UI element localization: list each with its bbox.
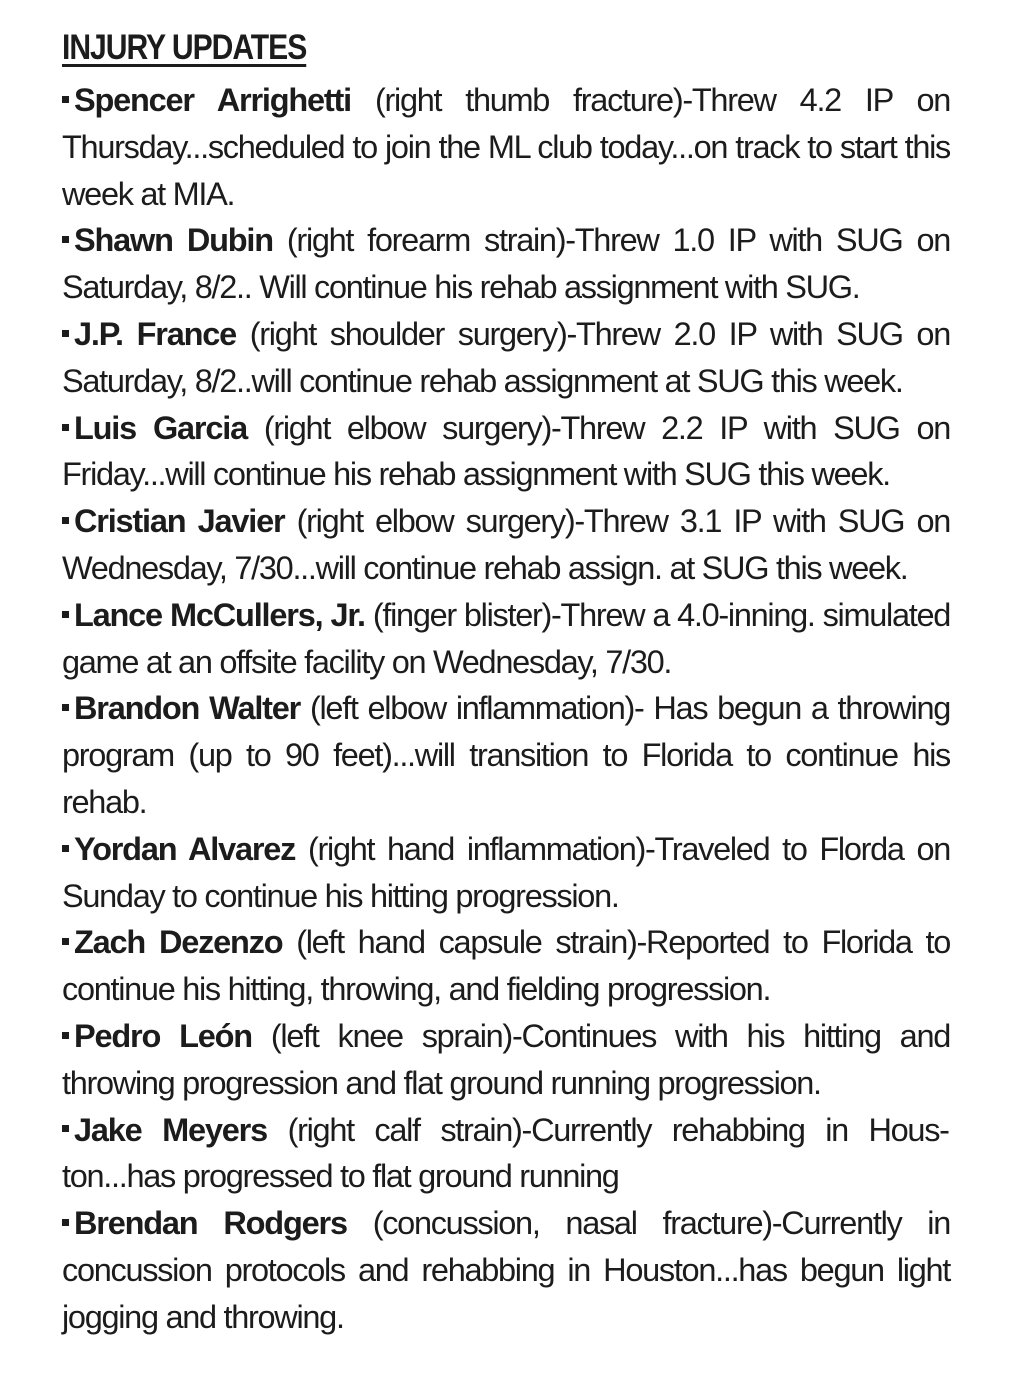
- injury-detail: (right elbow surgery)-Threw 3.1 IP with SUG on Wednesday, 7/30...will continue rehab assign. at SUG this week.: [62, 503, 951, 586]
- list-item: [62, 217, 950, 311]
- bullet-icon: [62, 938, 69, 945]
- bullet-icon: [62, 704, 69, 711]
- injury-detail: (left elbow inflammation)- Has begun a throwing program (up to 90 feet)...will transition to Florida to continue his rehab.: [62, 690, 950, 820]
- injury-detail: (right thumb fracture)-Threw 4.2 IP on Thursday...scheduled to join the ML club today...on track to start this week at MIA.: [62, 82, 950, 212]
- player-name: Brendan Rodgers: [74, 1205, 347, 1242]
- list-item: [62, 685, 950, 825]
- page-title: INJURY UPDATES: [62, 28, 307, 67]
- injury-detail: (left hand capsule strain)-Reported to Florida to continue his hitting, throwing, and fielding progression.: [62, 924, 951, 1008]
- player-name: Brandon Walter: [74, 690, 301, 727]
- player-name: Jake Meyers: [74, 1111, 267, 1148]
- list-item: [62, 311, 950, 405]
- injury-detail: (right shoulder surgery)-Threw 2.0 IP with SUG on Saturday, 8/2..will continue rehab assignment at SUG this week.: [62, 315, 950, 399]
- list-item: [62, 1013, 950, 1107]
- bullet-icon: [62, 517, 69, 524]
- list-item: [62, 919, 950, 1013]
- bullet-icon: [62, 236, 69, 243]
- injury-updates-document: [62, 30, 950, 1341]
- bullet-icon: [62, 424, 69, 431]
- list-item: [62, 77, 950, 217]
- injury-detail: (right elbow surgery)-Threw 2.2 IP with SUG on Friday...will continue his rehab assignment with SUG this week.: [62, 409, 951, 493]
- list-item: [62, 498, 950, 592]
- injury-detail: (left knee sprain)-Continues with his hitting and throwing progression and flat ground running progression.: [62, 1017, 950, 1101]
- bullet-icon: [62, 1219, 69, 1226]
- injury-detail: (finger blister)-Threw a 4.0-inning. simulated game at an offsite facility on Wednesday, 7/30.: [62, 596, 950, 680]
- injury-list: [62, 77, 950, 1341]
- injury-detail: (right hand inflammation)-Traveled to Florda on Sunday to continue his hitting progression.: [62, 830, 950, 914]
- injury-detail: (right forearm strain)-Threw 1.0 IP with SUG on Saturday, 8/2.. Will continue his rehab assignment with SUG.: [62, 222, 951, 306]
- player-name: Shawn Dubin: [74, 222, 273, 259]
- player-name: Pedro León: [74, 1017, 252, 1054]
- player-name: Cristian Javier: [74, 503, 285, 540]
- list-item: [62, 592, 950, 686]
- bullet-icon: [62, 96, 69, 103]
- bullet-icon: [62, 845, 69, 852]
- player-name: Zach Dezenzo: [74, 924, 283, 961]
- list-item: [62, 1107, 950, 1201]
- injury-detail: (concussion, nasal fracture)-Currently in concussion protocols and rehabbing in Houston...has begun light jogging and throwing.: [62, 1205, 950, 1335]
- player-name: Spencer Arrighetti: [74, 82, 351, 118]
- bullet-icon: [62, 330, 69, 337]
- bullet-icon: [62, 1032, 69, 1039]
- bullet-icon: [62, 1125, 69, 1132]
- player-name: Lance McCullers, Jr.: [74, 596, 365, 633]
- bullet-icon: [62, 611, 69, 618]
- list-item: [62, 1200, 950, 1340]
- injury-detail: (right calf strain)-Currently rehabbing in Houston...has progressed to flat ground running: [62, 1111, 950, 1195]
- player-name: Luis Garcia: [74, 409, 247, 446]
- player-name: J.P. France: [74, 315, 237, 352]
- player-name: Yordan Alvarez: [74, 830, 296, 867]
- list-item: [62, 826, 950, 920]
- list-item: [62, 405, 950, 499]
